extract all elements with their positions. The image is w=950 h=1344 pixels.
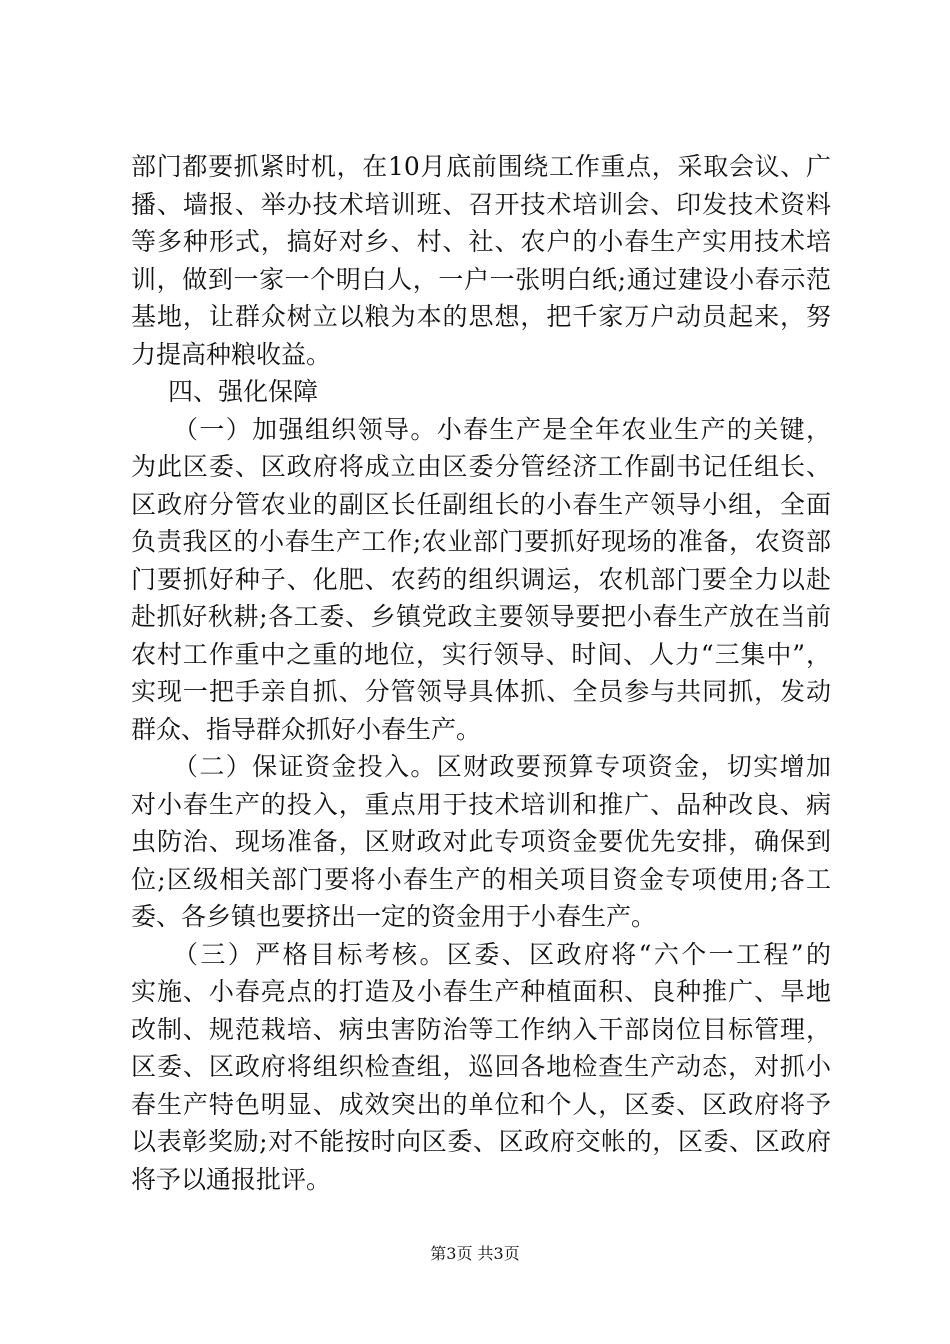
text-line: 群众、指导群众抓好小春生产。 [131,714,482,744]
text-line: 实施、小春亮点的打造及小春生产种植面积、良种推广、旱地 [131,977,831,1006]
text-line: 部门都要抓紧时机，在10月底前围绕工作重点，采取会议、广 [131,152,831,181]
text-line: 区政府分管农业的副区长任副组长的小春生产领导小组，全面 [131,489,831,519]
text-line: 区委、区政府将组织检查组，巡回各地检查生产动态，对抓小 [131,1052,831,1081]
text-line: 播、墙报、举办技术培训班、召开技术培训会、印发技术资料 [131,189,831,219]
text-line: 位;区级相关部门要将小春生产的相关项目资金专项使用;各工 [131,864,831,894]
text-line: 负责我区的小春生产工作;农业部门要抓好现场的准备，农资部 [131,527,831,556]
text-line: 农村工作重中之重的地位，实行领导、时间、人力“三集中”， [131,639,831,669]
text-line: 虫防治、现场准备，区财政对此专项资金要优先安排，确保到 [131,827,831,856]
page-number: 第3页 共3页 [430,1244,520,1263]
paragraph-2 [131,411,831,749]
text-line: 基地，让群众树立以粮为本的思想，把千家万户动员起来，努 [131,302,831,331]
text-line: 等多种形式，搞好对乡、村、社、农户的小春生产实用技术培 [131,227,831,256]
paragraph-4 [131,936,831,1199]
text-line: 以表彰奖励;对不能按时向区委、区政府交帐的，区委、区政府 [131,1127,831,1156]
text-line: 训，做到一家一个明白人，一户一张明白纸;通过建设小春示范 [131,264,831,294]
page-footer [0,1242,950,1266]
paragraph-1 [131,148,831,373]
text-line: 实现一把手亲自抓、分管领导具体抓、全员参与共同抓，发动 [131,677,831,706]
section-heading: 四、强化保障 [168,377,319,406]
text-line: 门要抓好种子、化肥、农药的组织调运，农机部门要全力以赴 [131,564,831,594]
text-line: 委、各乡镇也要挤出一定的资金用于小春生产。 [131,902,657,931]
text-line: （三）严格目标考核。区委、区政府将“六个一工程”的 [173,939,831,969]
text-line: 改制、规范栽培、病虫害防治等工作纳入干部岗位目标管理， [131,1014,831,1044]
text-line: 为此区委、区政府将成立由区委分管经济工作副书记任组长、 [131,452,831,481]
text-line: 对小春生产的投入，重点用于技术培训和推广、品种改良、病 [131,789,831,819]
text-line: 将予以通报批评。 [131,1164,332,1194]
text-line: （一）加强组织领导。小春生产是全年农业生产的关键， [173,414,831,444]
text-line: 赴抓好秋耕;各工委、乡镇党政主要领导要把小春生产放在当前 [131,602,831,631]
text-line: 力提高种粮收益。 [131,339,332,369]
text-line: （二）保证资金投入。区财政要预算专项资金，切实增加 [173,752,831,781]
document-body [131,148,831,1198]
paragraph-3 [131,748,831,936]
text-line: 春生产特色明显、成效突出的单位和个人，区委、区政府将予 [131,1089,831,1119]
